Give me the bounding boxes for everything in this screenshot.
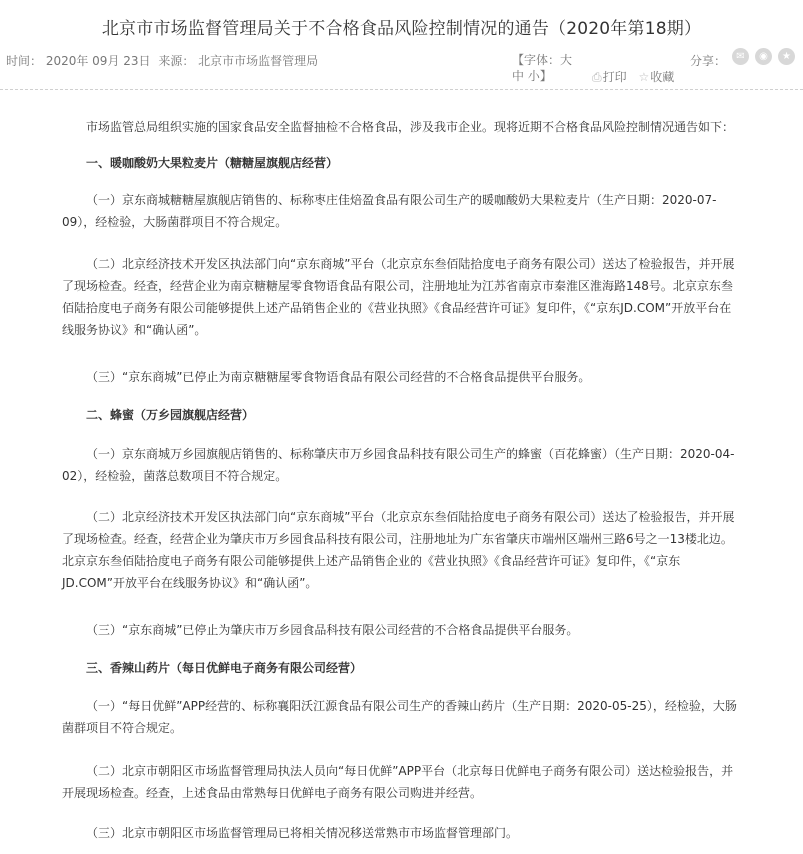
publish-info	[6, 52, 322, 69]
font-size-small[interactable]: 小】	[527, 69, 552, 83]
paragraph: （一）京东商城万乡园旗舰店销售的、标称肇庆市万乡园食品科技有限公司生产的蜂蜜（百花蜂蜜）（生产日期：2020-04-02），经检验，菌落总数项目不符合规定。	[62, 447, 735, 483]
weibo-icon[interactable]: ◉	[755, 48, 772, 65]
page-title: 北京市市场监督管理局关于不合格食品风险控制情况的通告（2020年第18期）	[101, 19, 702, 39]
font-size-medium[interactable]: 中	[512, 69, 525, 83]
section-heading: 一、暖咖酸奶大果粒麦片（糖糖屋旗舰店经营）	[86, 156, 339, 170]
qzone-icon[interactable]: ★	[778, 48, 795, 65]
publish-time: 时间： 2020年 09月 23日	[6, 54, 151, 68]
wechat-icon[interactable]: ✉	[732, 48, 749, 65]
paragraph: （三）“京东商城”已停止为肇庆市万乡园食品科技有限公司经营的不合格食品提供平台服务。	[86, 623, 579, 637]
printer-icon: ⎙	[592, 70, 602, 84]
article-meta	[0, 40, 803, 86]
paragraph: （三）“京东商城”已停止为南京糖糖屋零食物语食品有限公司经营的不合格食品提供平台服务。	[86, 370, 591, 384]
intro-paragraph: 市场监管总局组织实施的国家食品安全监督抽检不合格食品，涉及我市企业。现将近期不合格食品风险控制情况通告如下：	[86, 120, 735, 134]
paragraph: （一）京东商城糖糖屋旗舰店销售的、标称枣庄佳焙盈食品有限公司生产的暖咖酸奶大果粒麦片（生产日期：2020-07-09），经检验，大肠菌群项目不符合规定。	[62, 193, 717, 229]
font-size-switcher	[512, 52, 578, 84]
favorite-button[interactable]	[638, 70, 678, 84]
paragraph: （三）北京市朝阳区市场监督管理局已将相关情况移送常熟市市场监督管理部门。	[86, 826, 519, 840]
print-label: 打印	[602, 70, 627, 84]
paragraph: （二）北京市朝阳区市场监督管理局执法人员向“每日优鲜”APP平台（北京每日优鲜电子商务有限公司）送达检验报告，并开展现场检查。经查，上述食品由常熟每日优鲜电子商务有限公司购进并经营。	[62, 764, 734, 800]
paragraph: （二）北京经济技术开发区执法部门向“京东商城”平台（北京京东叁佰陆拾度电子商务有限公司）送达了检验报告，并开展了现场检查。经查，经营企业为南京糖糖屋零食物语食品有限公司，注册地址为江苏省南京市秦淮区淮海路148号。北京京东叁佰陆拾度电子商务有限公司能够提供上述产品销售企业的《营业执照》《食品经营许可证》复印件，《“京东JD.COM”开放平台在线服务协议》和“确认函”。	[62, 257, 735, 337]
article-tools	[592, 68, 682, 85]
section-heading: 二、蜂蜜（万乡园旗舰店经营）	[86, 408, 255, 422]
share-label: 分享：	[690, 54, 727, 68]
paragraph: （一）“每日优鲜”APP经营的、标称襄阳沃江源食品有限公司生产的香辣山药片（生产日期：2020-05-25），经检验，大肠菌群项目不符合规定。	[62, 699, 737, 735]
section-heading: 三、香辣山药片（每日优鲜电子商务有限公司经营）	[86, 661, 363, 675]
star-icon: ☆	[638, 70, 650, 84]
paragraph: （二）北京经济技术开发区执法部门向“京东商城”平台（北京京东叁佰陆拾度电子商务有限公司）送达了检验报告，并开展了现场检查。经查，经营企业为肇庆市万乡园食品科技有限公司，注册地址为广东省肇庆市端州区端州三路6号之一13楼北边。北京京东叁佰陆拾度电子商务有限公司能够提供上述产品销售企业的《营业执照》《食品经营许可证》复印件，《“京东JD.COM”开放平台在线服务协议》和“确认函”。	[62, 510, 735, 590]
favorite-label: 收藏	[650, 70, 675, 84]
publish-source: 来源： 北京市市场监督管理局	[158, 54, 319, 68]
print-button[interactable]	[592, 70, 631, 84]
share-icons	[732, 48, 801, 65]
divider	[0, 89, 803, 90]
font-size-large[interactable]: 【字体：大	[512, 53, 573, 67]
